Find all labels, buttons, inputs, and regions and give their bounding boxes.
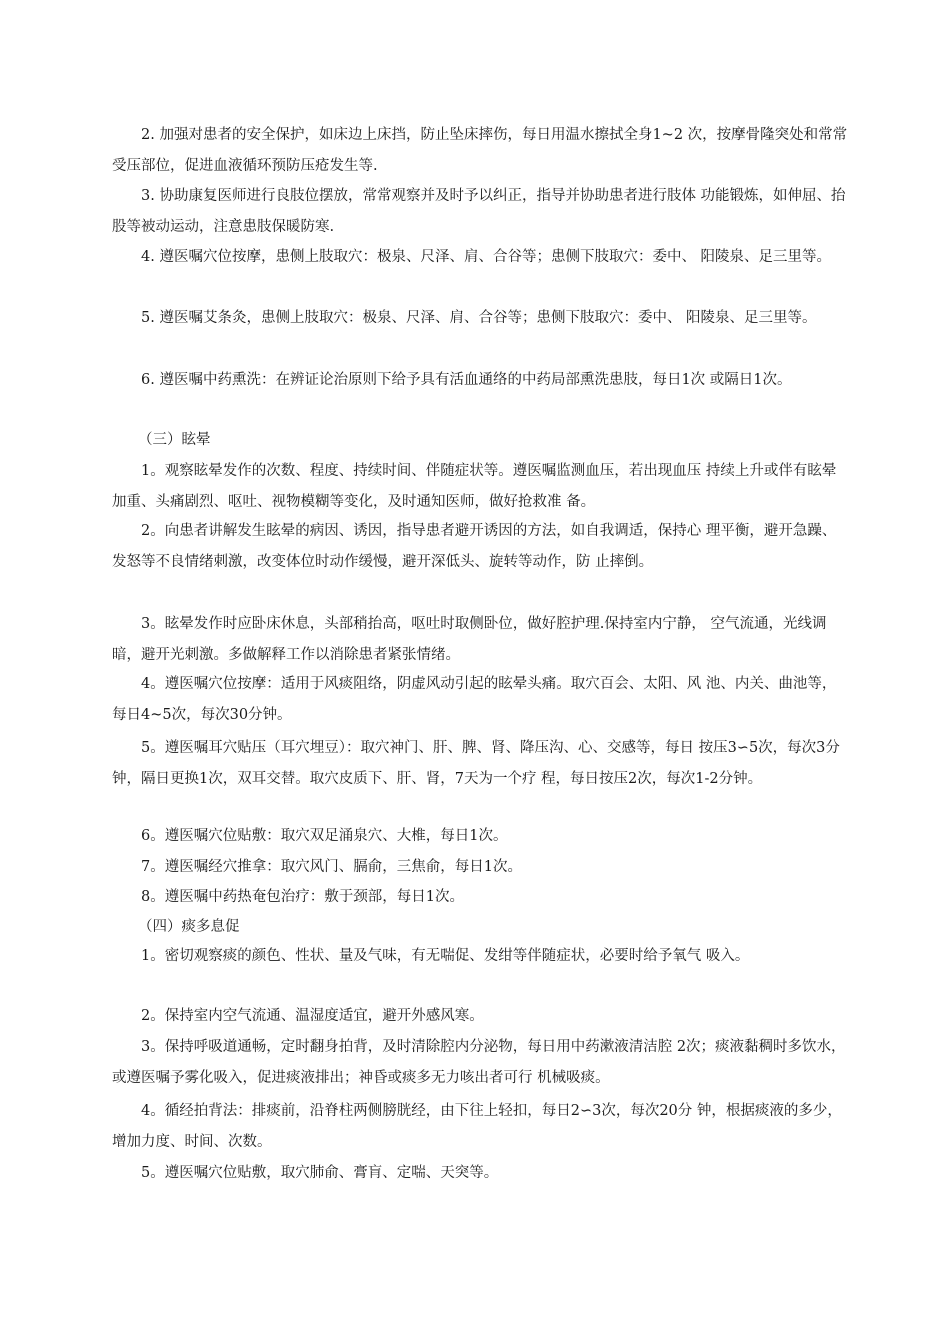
- section-heading: （三）眩晕: [138, 432, 211, 448]
- paragraph: 3. 协助康复医师进行良肢位摆放，常常观察并及时予以纠正，指导并协助患者进行肢体 功能锻炼，如伸屈、抬股等被动运动，注意患肢保暖防寒.: [112, 188, 846, 235]
- paragraph: 3。保持呼吸道通畅，定时翻身拍背，及时清除腔内分泌物，每日用中药漱液清洁腔 2次；痰液黏稠时多饮水，或遵医嘱予雾化吸入，促进痰液排出；神昏或痰多无力咳出者可行 机械吸痰。: [112, 1039, 846, 1086]
- section-heading: （四）痰多息促: [138, 919, 240, 935]
- paragraph: 8。遵医嘱中药热奄包治疗：敷于颈部，每日1次。: [141, 889, 464, 905]
- paragraph: 2。向患者讲解发生眩晕的病因、诱因，指导患者避开诱因的方法，如自我调适，保持心 理平衡，避开急躁、发怒等不良情绪刺激，改变体位时动作缓慢，避开深低头、旋转等动作，防 止摔倒。: [112, 523, 837, 570]
- paragraph: 7。遵医嘱经穴推拿：取穴风门、膈俞，三焦俞，每日1次。: [141, 859, 522, 875]
- paragraph: 3。眩晕发作时应卧床休息，头部稍抬高，呕吐时取侧卧位，做好腔护理.保持室内宁静， 空气流通，光线调暗，避开光刺激。多做解释工作以消除患者紧张情绪。: [112, 616, 827, 663]
- paragraph: 2。保持室内空气流通、温湿度适宜，避开外感风寒。: [141, 1008, 484, 1024]
- paragraph: 4。遵医嘱穴位按摩：适用于风痰阻络，阴虚风动引起的眩晕头痛。取穴百会、太阳、风 池、内关、曲池等，每日4~5次，每次30分钟。: [112, 676, 837, 723]
- paragraph: 6。遵医嘱穴位贴敷：取穴双足涌泉穴、大椎，每日1次。: [141, 828, 508, 844]
- paragraph: 4。循经拍背法：排痰前，沿脊柱两侧膀胱经，由下往上轻扣，每日2∽3次，每次20分 钟，根据痰液的多少，增加力度、时间、次数。: [112, 1103, 842, 1150]
- paragraph: 2. 加强对患者的安全保护，如床边上床挡，防止坠床摔伤，每日用温水擦拭全身1~2 次，按摩骨隆突处和常常受压部位，促进血液循环预防压疮发生等.: [112, 127, 848, 174]
- paragraph: 1。密切观察痰的颜色、性状、量及气味，有无喘促、发绀等伴随症状，必要时给予氧气 吸入。: [141, 948, 750, 964]
- paragraph: 5。遵医嘱穴位贴敷，取穴肺俞、膏肓、定喘、天突等。: [141, 1165, 499, 1181]
- paragraph: 1。观察眩晕发作的次数、程度、持续时间、伴随症状等。遵医嘱监测血压，若出现血压 持续上升或伴有眩晕加重、头痛剧烈、呕吐、视物模糊等变化，及时通知医师，做好抢救准 备。: [112, 463, 837, 510]
- paragraph: 4. 遵医嘱穴位按摩，患侧上肢取穴：极泉、尺泽、肩、合谷等；患侧下肢取穴：委中、 阳陵泉、足三里等。: [141, 249, 832, 265]
- paragraph: 5。遵医嘱耳穴贴压（耳穴埋豆）：取穴神门、肝、脾、肾、降压沟、心、交感等，每日 按压3∽5次，每次3分钟，隔日更换1次，双耳交替。取穴皮质下、肝、肾，7天为一个疗 程，每日按压2次，每次1-2分钟。: [112, 740, 840, 787]
- paragraph: 6. 遵医嘱中药熏洗：在辨证论治原则下给予具有活血通络的中药局部熏洗患肢，每日1次 或隔日1次。: [141, 372, 792, 388]
- paragraph: 5. 遵医嘱艾条灸，患侧上肢取穴：极泉、尺泽、肩、合谷等；患侧下肢取穴：委中、 阳陵泉、足三里等。: [141, 310, 817, 326]
